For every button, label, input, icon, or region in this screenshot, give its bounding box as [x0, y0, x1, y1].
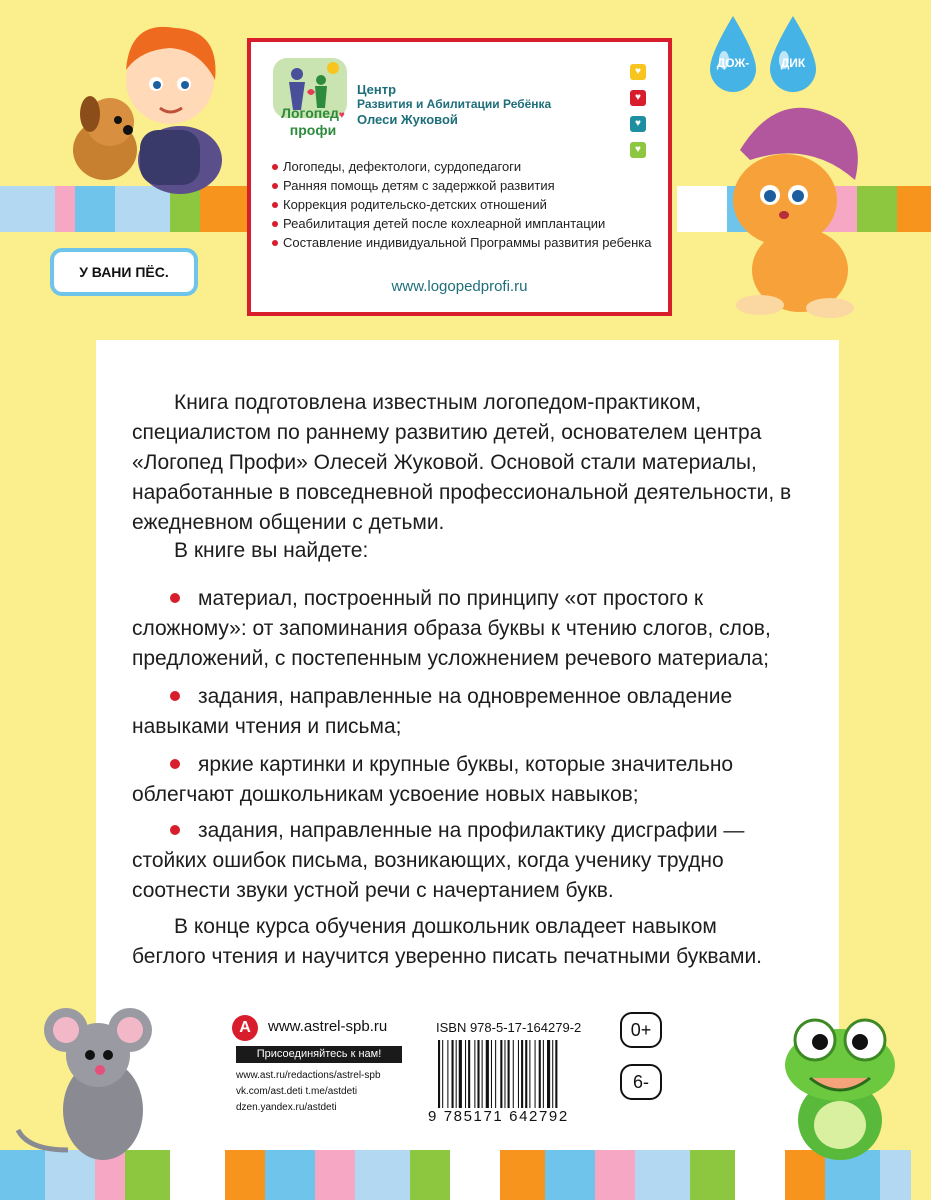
- service-item: Логопеды, дефектологи, сурдопедагоги: [271, 157, 661, 176]
- service-item: Составление индивидуальной Программы развития ребенка: [271, 233, 661, 252]
- frog-illustration: [760, 1010, 925, 1170]
- publisher-website[interactable]: www.astrel-spb.ru: [268, 1018, 388, 1035]
- drop-label-1: ДОЖ-: [716, 56, 750, 70]
- join-us-bar: Присоединяйтесь к нам!: [236, 1046, 402, 1063]
- social-links: [236, 1068, 411, 1116]
- heart-icon: ♥: [630, 116, 646, 132]
- bullet-dot: [170, 825, 180, 835]
- social-link[interactable]: www.ast.ru/redactions/astrel-spb: [236, 1070, 381, 1081]
- outro-paragraph: В конце курса обучения дошкольник овладеет навыком беглого чтения и научится уверенно писать печатными буквами.: [132, 915, 763, 968]
- bullet-item: [132, 750, 792, 810]
- mouse-illustration: [8, 1000, 178, 1170]
- logoped-profi-card: [247, 38, 672, 316]
- bullet-item: [132, 682, 792, 742]
- bullet-text: задания, направленные на одновременное овладение навыками чтения и письма;: [132, 685, 733, 738]
- service-item: Реабилитация детей после кохлеарной имплантации: [271, 214, 661, 233]
- boy-with-dog-illustration: [60, 10, 240, 195]
- website-link[interactable]: www.logopedprofi.ru: [391, 278, 528, 295]
- bullet-text: материал, построенный по принципу «от простого к сложному»: от запоминания образа буквы к чтению слогов, слов, предложений, с постепенным усложнением речевого материала;: [132, 587, 771, 670]
- bullet-item: [132, 816, 792, 906]
- raindrop-left: [706, 14, 760, 94]
- logo-word-1: Логопед: [281, 105, 339, 121]
- isbn-label: ISBN 978-5-17-164279-2: [436, 1020, 582, 1035]
- service-item: Ранняя помощь детям с задержкой развития: [271, 176, 661, 195]
- bullet-text: задания, направленные на профилактику дисграфии — стойких ошибок письма, возникающих, когда ученику трудно соотнести звуки устной речи с начертанием букв.: [132, 819, 745, 902]
- heart-icon: ♥: [630, 90, 646, 106]
- speech-bubble: У ВАНИ ПЁС.: [50, 248, 198, 296]
- barcode-digits: 9 785171 642792: [428, 1108, 569, 1125]
- bullet-dot: [170, 759, 180, 769]
- heart-icon: ♥: [630, 142, 646, 158]
- drop-label-2: ДИК: [780, 56, 806, 70]
- center-name: [357, 82, 551, 127]
- bullet-dot: [170, 593, 180, 603]
- raindrop-right: [766, 14, 820, 94]
- age-rating-badge: 0+: [620, 1012, 662, 1048]
- bullet-text: яркие картинки и крупные буквы, которые значительно облегчают дошкольникам усвоение новых навыков;: [132, 753, 734, 806]
- bullet-item: [132, 584, 792, 674]
- bullet-dot: [170, 691, 180, 701]
- center-line-2: Развития и Абилитации Ребёнка: [357, 97, 552, 111]
- astrel-logo: А: [232, 1015, 258, 1041]
- cat-with-umbrella-illustration: [690, 90, 880, 320]
- intro-paragraph: Книга подготовлена известным логопедом-практиком, специалистом по раннему развитию детей, основателем центра «Логопед Профи» Олесей Жуковой. Основой стали материалы, наработанные в повседневной профессиональной деятельности, в ежедневном общении с детьми.: [132, 391, 792, 534]
- services-list: [271, 157, 661, 252]
- list-heading: В книге вы найдете:: [174, 539, 369, 562]
- barcode: [436, 1040, 606, 1108]
- hearts-column: [630, 64, 646, 158]
- social-link[interactable]: vk.com/ast.deti t.me/astdeti: [236, 1086, 358, 1097]
- social-link[interactable]: dzen.yandex.ru/astdeti: [236, 1102, 337, 1113]
- logo-wordmark: Логопед♥ профи: [281, 105, 345, 138]
- age-rating-badge: 6-: [620, 1064, 662, 1100]
- service-item: Коррекция родительско-детских отношений: [271, 195, 661, 214]
- heart-icon: ♥: [630, 64, 646, 80]
- logo-word-2: профи: [289, 122, 337, 138]
- center-line-1: Центр: [357, 82, 397, 97]
- center-line-3: Олеси Жуковой: [357, 112, 458, 127]
